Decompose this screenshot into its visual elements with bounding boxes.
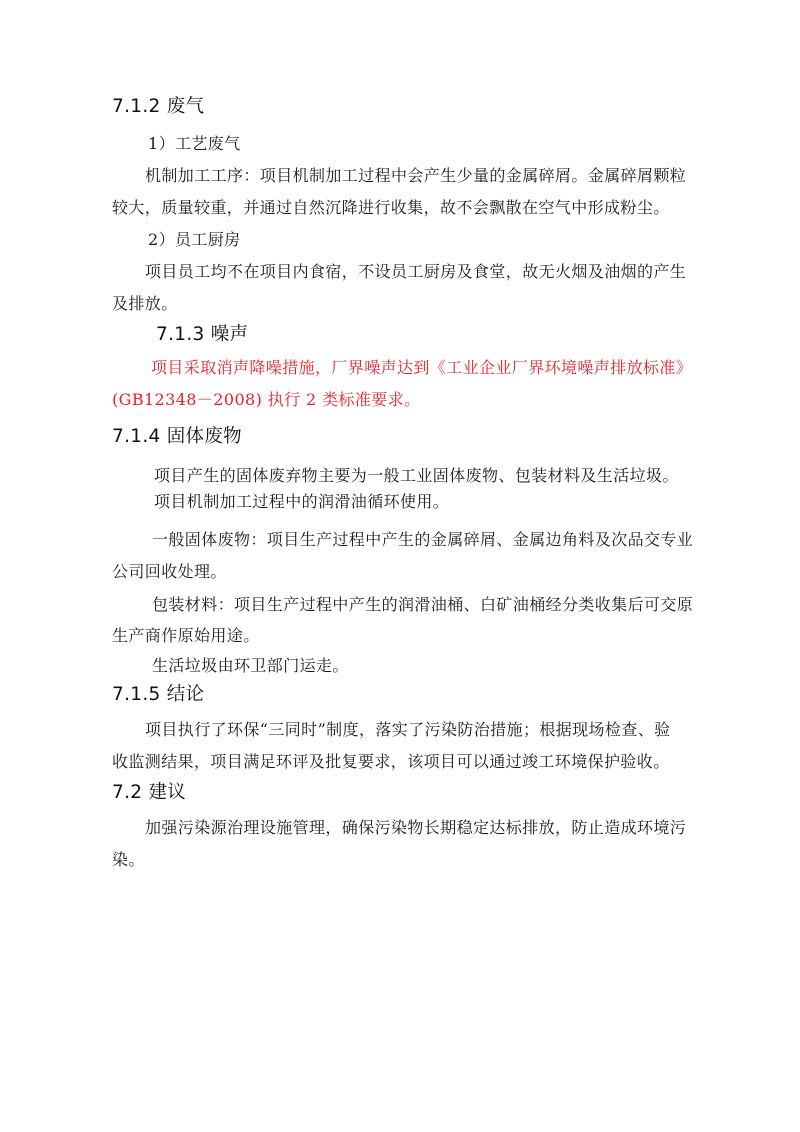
paragraph-line: 包装材料：项目生产过程中产生的润滑油桶、白矿油桶经分类收集后可交原 — [152, 595, 694, 614]
paragraph-line-highlight: (GB12348－2008) 执行 2 类标准要求。 — [112, 390, 421, 409]
heading-7-1-3: 7.1.3 噪声 — [156, 324, 249, 345]
paragraph-line: 公司回收处理。 — [112, 562, 227, 581]
list-item-process-gas: 1）工艺废气 — [148, 134, 241, 153]
paragraph-line-highlight: 项目采取消声降噪措施，厂界噪声达到《工业企业厂界环境噪声排放标准》 — [151, 358, 693, 377]
paragraph-line: 项目员工均不在项目内食宿，不设员工厨房及食堂，故无火烟及油烟的产生 — [145, 262, 687, 281]
paragraph-line: 项目产生的固体废弃物主要为一般工业固体废物、包装材料及生活垃圾。 — [154, 466, 679, 485]
heading-7-1-5: 7.1.5 结论 — [112, 684, 205, 705]
paragraph-line: 较大，质量较重，并通过自然沉降进行收集，故不会飘散在空气中形成粉尘。 — [112, 198, 670, 217]
paragraph-line: 生活垃圾由环卫部门运走。 — [152, 656, 349, 675]
paragraph-line: 一般固体废物：项目生产过程中产生的金属碎屑、金属边角料及次品交专业 — [152, 530, 694, 549]
paragraph-line: 收监测结果，项目满足环评及批复要求，该项目可以通过竣工环境保护验收。 — [112, 752, 670, 771]
paragraph-line: 机制加工工序：项目机制加工过程中会产生少量的金属碎屑。金属碎屑颗粒 — [145, 166, 687, 185]
heading-7-2: 7.2 建议 — [112, 782, 187, 803]
list-item-staff-kitchen: 2）员工厨房 — [148, 230, 241, 249]
paragraph-line: 染。 — [112, 850, 145, 869]
heading-7-1-2: 7.1.2 废气 — [112, 96, 205, 117]
paragraph-line: 及排放。 — [112, 294, 178, 313]
paragraph-line: 项目机制加工过程中的润滑油循环使用。 — [154, 492, 450, 511]
paragraph-line: 加强污染源治理设施管理，确保污染物长期稳定达标排放，防止造成环境污 — [145, 818, 687, 837]
heading-7-1-4: 7.1.4 固体废物 — [112, 426, 242, 447]
paragraph-line: 生产商作原始用途。 — [112, 626, 260, 645]
paragraph-line: 项目执行了环保“三同时”制度，落实了污染防治措施；根据现场检查、验 — [145, 720, 671, 739]
